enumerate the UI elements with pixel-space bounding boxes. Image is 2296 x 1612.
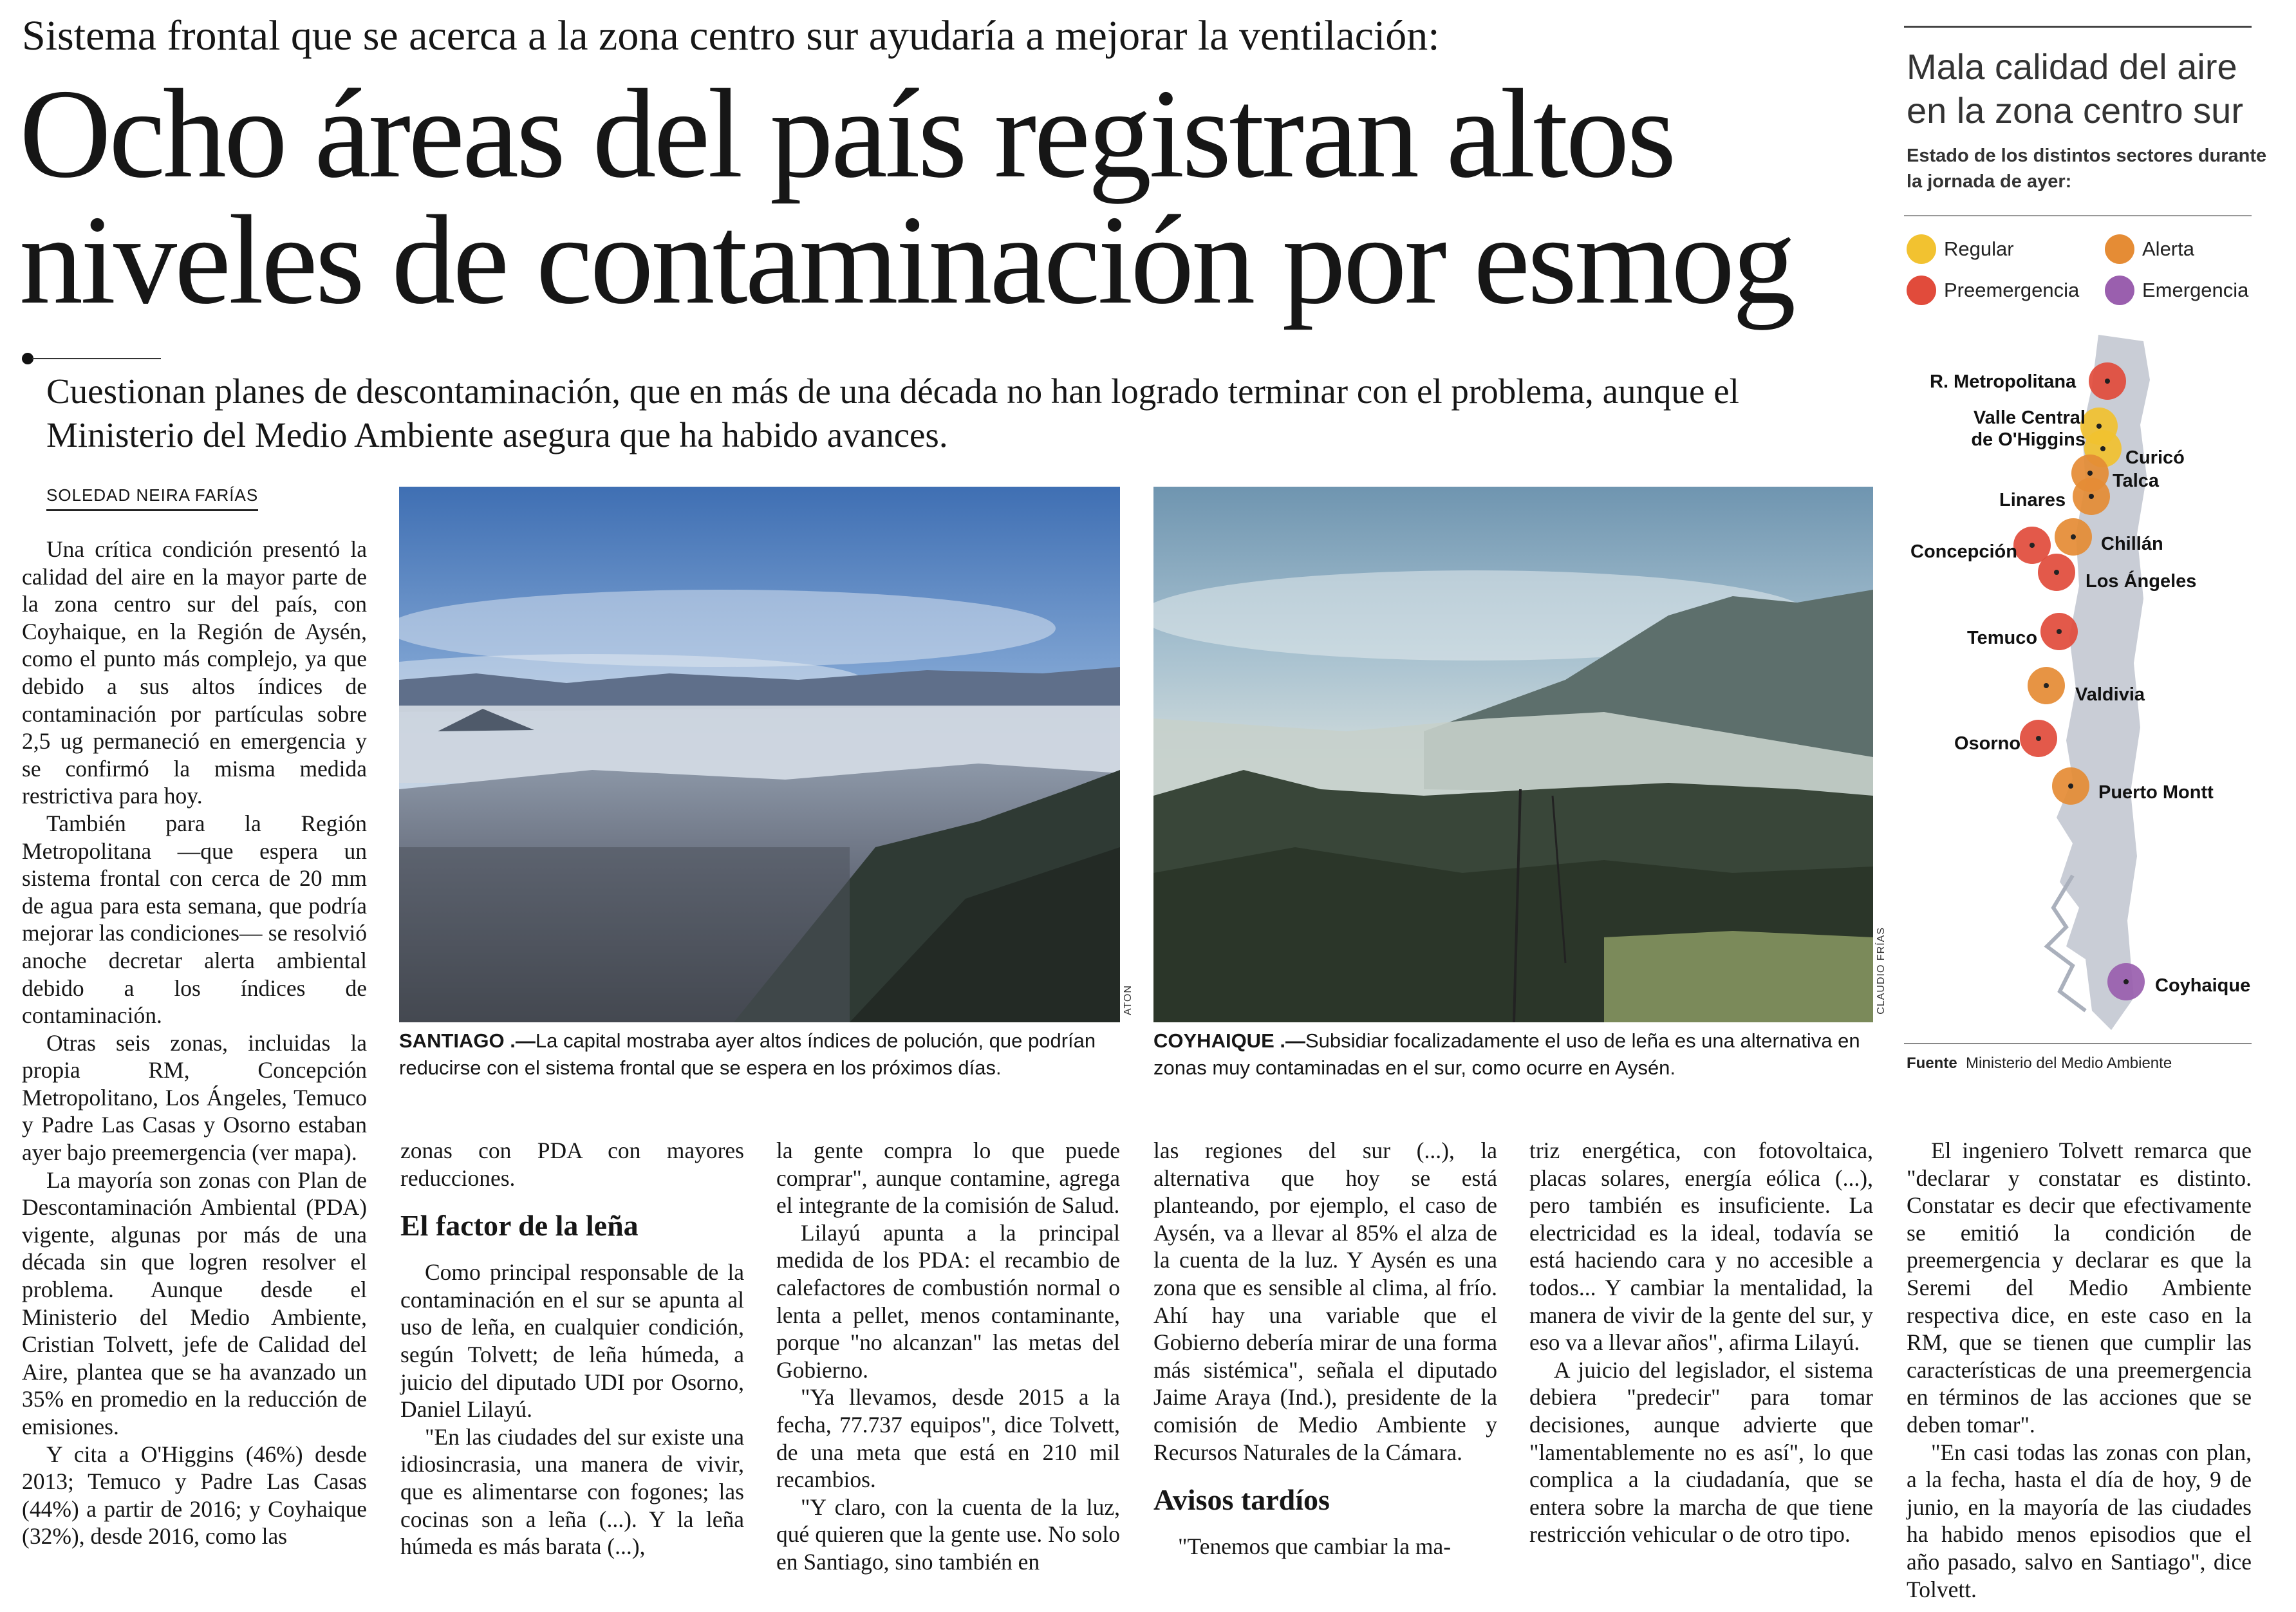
map-label: Talca	[2113, 471, 2160, 491]
map-label: Los Ángeles	[2086, 571, 2197, 592]
map-label: Chillán	[2101, 534, 2163, 554]
map-label: Coyhaique	[2155, 975, 2251, 996]
legend-label: Emergencia	[2142, 279, 2249, 301]
bubble-osorno	[2020, 720, 2057, 757]
body-column-6	[1907, 1137, 2252, 1603]
deck: Cuestionan planes de descontaminación, que en más de una década no han logrado terminar con el problema, aunque el Ministerio del Medio Ambiente asegura que ha habido avances.	[46, 371, 1739, 455]
caption-place: COYHAIQUE .—	[1153, 1029, 1305, 1052]
body-column-3	[776, 1137, 1120, 1576]
paragraph: "En las ciudades del sur existe una idiosincrasia, una manera de vivir, que es alimentarse con fogones; las cocinas son a leña (...). Y la leña húmeda es más barata (...),	[400, 1423, 744, 1560]
map-label: Curicó	[2125, 447, 2185, 468]
bubble-coyhaique	[2107, 963, 2145, 1000]
legend-alerta	[2105, 234, 2194, 264]
sidebar-bottom-rule	[1904, 1043, 2252, 1044]
paragraph: las regiones del sur (...), la alternativa que hoy se está planteando, por ejemplo, el caso de Aysén, va a llevar al 85% el alza de la cuenta de la luz. Y Aysén es una zona que es sensible al clima, al frío. Ahí hay una variable que el Gobierno debería mirar de una forma más sistémica", señala el diputado Jaime Araya (Ind.), presidente de la comisión de Medio Ambiente y Recursos Naturales de la Cámara.	[1153, 1138, 1497, 1465]
map-label: Valle Central de O'Higgins	[1971, 408, 2086, 450]
paragraph: "Tenemos que cambiar la ma-	[1178, 1533, 1451, 1560]
photo-santiago	[399, 487, 1120, 1022]
body-column-5	[1529, 1137, 1873, 1548]
caption-place: SANTIAGO .—	[399, 1029, 536, 1052]
bubble-temuco	[2040, 613, 2078, 650]
legend-swatch	[2105, 234, 2134, 264]
bubble-valdivia	[2028, 667, 2065, 704]
map-label: Puerto Montt	[2098, 782, 2214, 803]
legend-swatch	[1907, 276, 1936, 305]
photo-caption	[1153, 1027, 1873, 1082]
map-label: Temuco	[1967, 628, 2038, 648]
rule-line	[32, 358, 161, 359]
photo-credit: ATON	[1123, 985, 1134, 1015]
caption-text: La capital mostraba ayer altos índices de polución, que podrían reducirse con el sistema frontal que se espera en los próximos días.	[399, 1029, 1096, 1079]
subheading: El factor de la leña	[400, 1209, 639, 1242]
paragraph: A juicio del legislador, el sistema debiera "predecir" para tomar decisiones, aunque advierte que "lamentablemente no es así", lo que complica a la ciudadanía, que se entera sobre la marcha de que tiene restricción vehicular o de otro tipo.	[1529, 1356, 1873, 1548]
bubble-rm	[2089, 362, 2126, 400]
paragraph: "Ya llevamos, desde 2015 a la fecha, 77.737 equipos", dice Tolvett, de una meta que está en 210 mil recambios.	[776, 1384, 1120, 1493]
headline	[19, 63, 1860, 330]
legend-label: Preemergencia	[1944, 279, 2080, 301]
map-label: R. Metropolitana	[1930, 371, 2077, 392]
paragraph: Otras seis zonas, incluidas la propia RM, Concepción Metropolitano, Los Ángeles, Temuco y Padre Las Casas y Osorno estaban ayer bajo preemergencia (ver mapa).	[22, 1029, 367, 1166]
legend-preemergencia	[1907, 276, 2079, 305]
body-column-2	[400, 1137, 744, 1560]
map-label: Concepción	[1910, 541, 2017, 562]
bubble-los-angeles	[2038, 554, 2075, 591]
paragraph: Una crítica condición presentó la calidad del aire en la mayor parte de la zona centro sur del país, con Coyhaique, en la Región de Aysén, como el punto más complejo, ya que debido a sus altos índices de contaminación por partículas sobre 2,5 ug permaneció en emergencia y se confirmó la misma medida restrictiva para hoy.	[22, 536, 367, 809]
paragraph: zonas con PDA con mayores reducciones.	[400, 1138, 744, 1191]
legend-label: Regular	[1944, 238, 2014, 260]
map-label: Osorno	[1954, 733, 2021, 754]
sidebar-title: Mala calidad del aire en la zona centro sur	[1907, 46, 2243, 131]
photo-caption	[399, 1027, 1120, 1082]
paragraph: La mayoría son zonas con Plan de Descontaminación Ambiental (PDA) vigente, algunas por más de una década sin que logren resolver el problema. Aunque desde el Ministerio del Medio Ambiente, Cristian Tolvett, jefe de Calidad del Aire, plantea que se ha avanzado un 35% en promedio en la reducción de emisiones.	[22, 1167, 367, 1439]
body-column-1	[22, 536, 367, 1550]
map-label: Linares	[1999, 490, 2066, 511]
caption-text: Subsidiar focalizadamente el uso de leña es una alternativa en zonas muy contaminadas en el sur, como ocurre en Aysén.	[1153, 1029, 1860, 1079]
paragraph: El ingeniero Tolvett remarca que "declarar y constatar es distinto. Constatar es decir que efectivamente se emitió la condición de preemergencia y declarar es que la Seremi del Medio Ambiente respectiva dice, en este caso en la RM, que se tienen que cumplir las características de una preemergencia en términos de las acciones que se deben tomar".	[1907, 1138, 2252, 1438]
paragraph: También para la Región Metropolitana —que espera un sistema frontal con cerca de 20 mm de agua para esta semana, que podría mejorar las condiciones— se resolvió anoche decretar alerta ambiental debido a los índices de contaminación.	[22, 810, 367, 1029]
sidebar-top-rule	[1904, 26, 2252, 28]
source-label: Fuente	[1907, 1054, 1957, 1072]
photo-coyhaique	[1153, 487, 1873, 1022]
paragraph: Y cita a O'Higgins (46%) desde 2013; Temuco y Padre Las Casas (44%) a partir de 2016; y Coyhaique (32%), desde 2016, como las	[22, 1441, 367, 1550]
legend-swatch	[2105, 276, 2134, 305]
body-column-4	[1153, 1137, 1497, 1560]
source-text: Ministerio del Medio Ambiente	[1966, 1054, 2172, 1072]
paragraph: Lilayú apunta a la principal medida de los PDA: el recambio de calefactores de combustión normal o lenta a pellet, menos contaminante, porque "no alcanzan" las metas del Gobierno.	[776, 1219, 1120, 1383]
paragraph: "En casi todas las zonas con plan, a la fecha, hasta el día de hoy, 9 de junio, en la mayoría de las ciudades ha habido menos episodios que el año pasado, salvo en Santiago", dice Tolvett.	[1907, 1439, 2252, 1602]
source-line	[1907, 1054, 2172, 1073]
bubble-linares	[2073, 478, 2110, 515]
paragraph: la gente compra lo que puede comprar", aunque contamine, agrega el integrante de la comisión de Salud.	[776, 1138, 1120, 1219]
bubble-puerto-montt	[2052, 767, 2089, 805]
photo-santiago-image	[399, 487, 1120, 1022]
legend-swatch	[1907, 234, 1936, 264]
legend-label: Alerta	[2142, 238, 2194, 260]
photo-coyhaique-image	[1153, 487, 1873, 1022]
paragraph: Como principal responsable de la contaminación en el sur se apunta al uso de leña, en cualquier condición, según Tolvett; de leña húmeda, a juicio del diputado UDI por Osorno, Daniel Lilayú.	[400, 1259, 744, 1423]
subheading: Avisos tardíos	[1153, 1483, 1330, 1517]
sidebar-rule	[1904, 215, 2252, 216]
paragraph: "Y claro, con la cuenta de la luz, qué quieren que la gente use. No solo en Santiago, sino también en	[776, 1494, 1120, 1575]
bubble-chillan	[2055, 518, 2092, 556]
kicker: Sistema frontal que se acerca a la zona centro sur ayudaría a mejorar la ventilación:	[22, 12, 1440, 59]
map-label: Valdivia	[2075, 684, 2145, 705]
byline: SOLEDAD NEIRA FARÍAS	[46, 485, 258, 511]
legend-regular	[1907, 234, 2014, 264]
headline-line-2: niveles de contaminación por esmog	[19, 189, 1794, 330]
paragraph: triz energética, con fotovoltaica, placas solares, energía eólica (...), pero también es insuficiente. La electricidad es la ideal, todavía se está haciendo cara y no accesible a todos... Y cambiar la mentalidad, la manera de vivir de la gente del sur, y eso va a llevar años", afirma Lilayú.	[1529, 1138, 1873, 1356]
headline-line-1: Ocho áreas del país registran altos	[19, 63, 1674, 204]
sidebar-subtitle: Estado de los distintos sectores durante la jornada de ayer:	[1907, 145, 2267, 192]
photo-credit: CLAUDIO FRÍAS	[1876, 927, 1887, 1015]
legend-emergencia	[2105, 276, 2248, 305]
